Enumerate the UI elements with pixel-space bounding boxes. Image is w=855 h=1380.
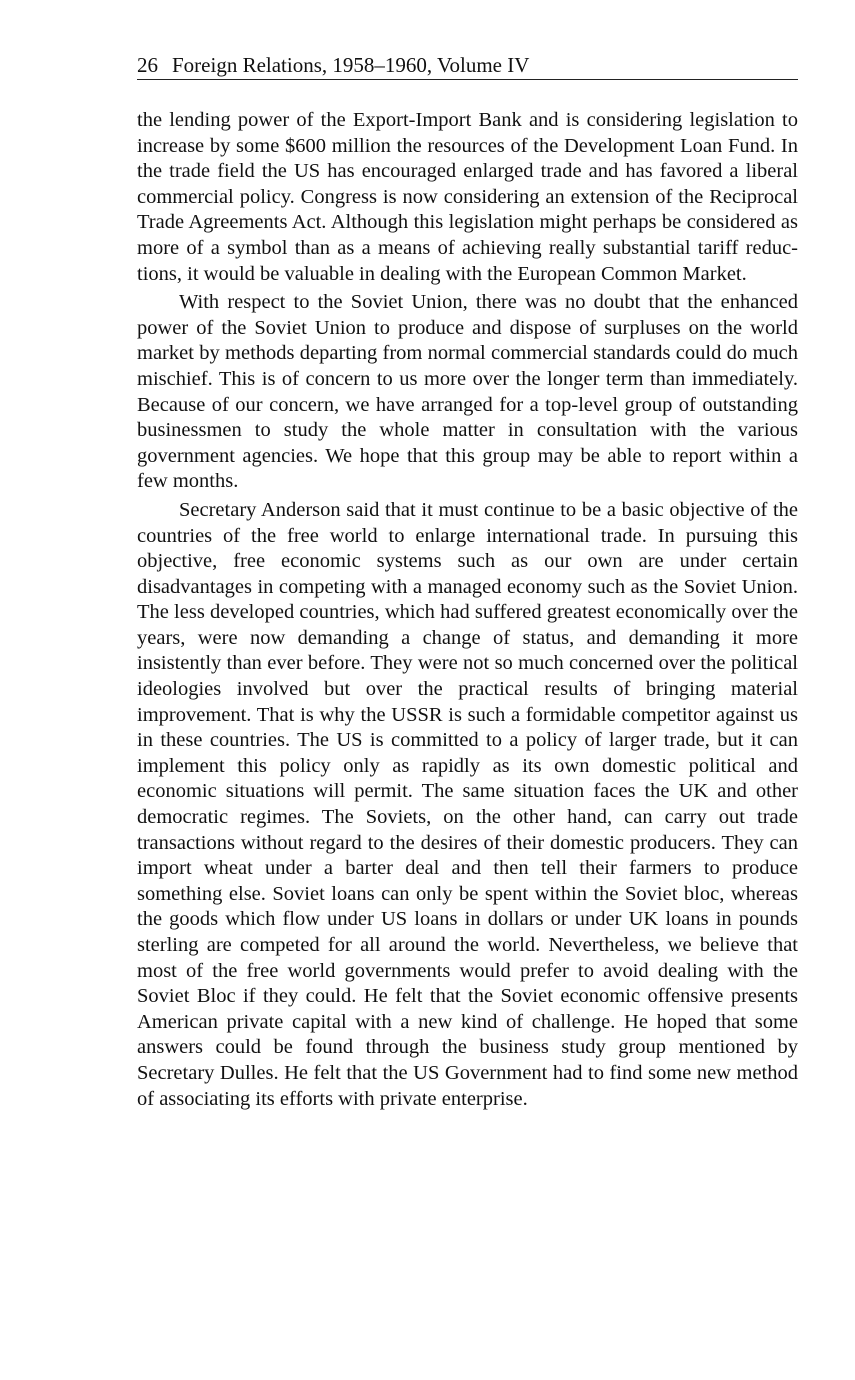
- paragraph-soviet-union: With respect to the Soviet Union, there was no doubt that the enhanced power of the Soviet Union to produce and dispose of surpluses on the world market by methods departing from normal commercial standards could do much mischief. This is of concern to us more over the longer term than immediately. Because of our concern, we have arranged for a top-level group of outstanding businessmen to study the whole matter in consultation with the various government agencies. We hope that this group may be able to report within a few months.: [137, 291, 798, 493]
- running-header: [137, 52, 798, 80]
- document-page: [137, 52, 798, 1115]
- volume-title: Foreign Relations, 1958–1960, Volume IV: [172, 53, 530, 77]
- paragraph-secretary-anderson: Secretary Anderson said that it must continue to be a basic objective of the countries of the free world to enlarge international trade. In pursuing this objective, free economic systems such as our own are under certain disadvantages in competing with a managed economy such as the Soviet Union. The less developed countries, which had suffered greatest economically over the years, were now demanding a change of status, and demanding it more insistently than ever before. They were not so much concerned over the political ideologies involved but over the practical results of bringing material improvement. That is why the USSR is such a formidable competitor against us in these countries. The US is committed to a policy of larger trade, but it can implement this policy only as rapidly as its own domestic political and economic situations will permit. The same situation faces the UK and other democratic regimes. The Soviets, on the other hand, can carry out trade transactions without regard to the desires of their domestic producers. They can import wheat under a barter deal and then tell their farmers to produce something else. Soviet loans can only be spent within the Soviet bloc, whereas the goods which flow under US loans in dollars or under UK loans in pounds sterling are competed for all around the world. Nevertheless, we believe that most of the free world governments would prefer to avoid dealing with the Soviet Bloc if they could. He felt that the Soviet economic offensive presents American private capital with a new kind of challenge. He hoped that some answers could be found through the business study group mentioned by Secretary Dulles. He felt that the US Government had to find some new method of associating its efforts with private enterprise.: [137, 498, 798, 1110]
- paragraph-continuation: the lending power of the Export-Import Bank and is considering legislation to increase by some $600 million the resources of the Development Loan Fund. In the trade field the US has encouraged enlarged trade and has favored a liberal commercial policy. Congress is now considering an extension of the Reciprocal Trade Agreements Act. Although this legislation might perhaps be considered as more of a symbol than as a means of achieving really substantial tariff reductions, it would be valuable in dealing with the European Common Market.: [137, 109, 798, 285]
- page-number: 26: [137, 53, 158, 77]
- body-text: [137, 108, 798, 1112]
